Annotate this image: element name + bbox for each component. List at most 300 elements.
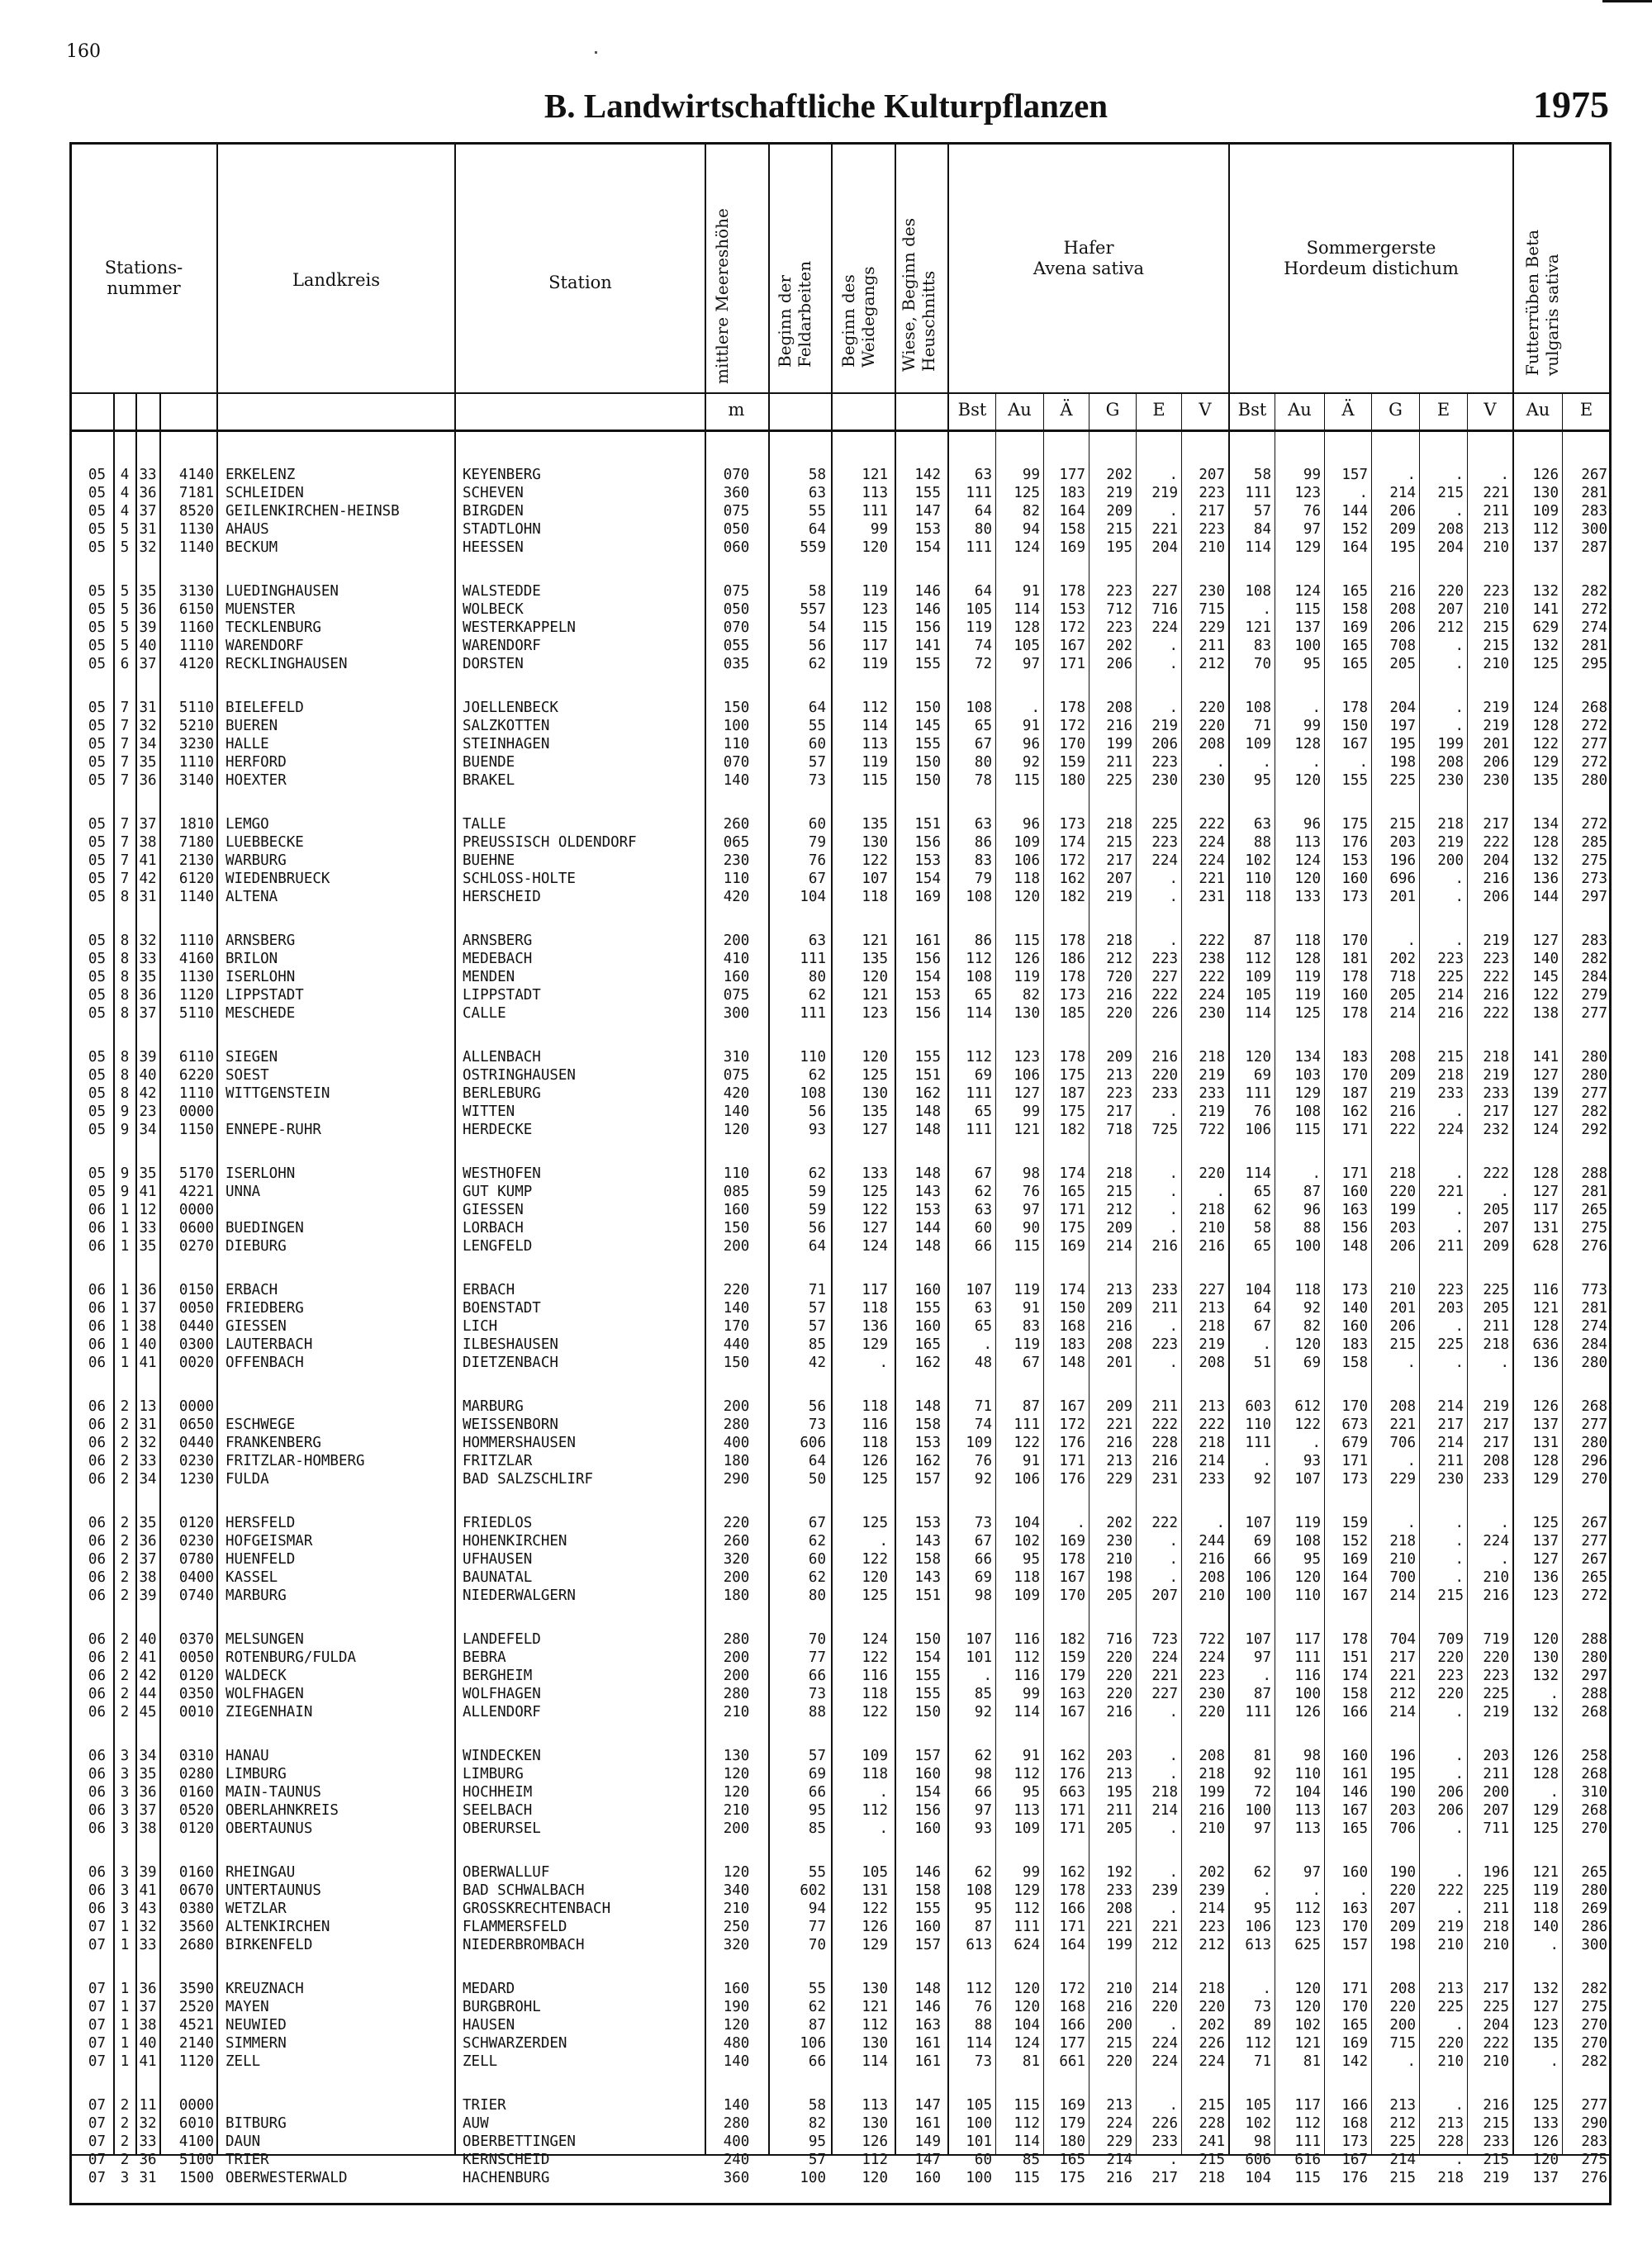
table-cell: 6120 [178, 871, 214, 887]
table-cell: 214 [1389, 2152, 1416, 2168]
table-cell: 87 [1022, 1398, 1040, 1415]
table-cell: 284 [1581, 1336, 1607, 1353]
table-row [0, 2034, 1652, 2053]
table-cell: 120 [862, 539, 888, 556]
table-cell: . [1169, 503, 1178, 520]
table-cell: 99 [1022, 1103, 1040, 1120]
table-cell: 206 [1437, 1784, 1464, 1801]
table-cell: 128 [1532, 1766, 1559, 1782]
table-cell: 150 [1341, 718, 1368, 734]
table-cell: 94 [808, 1901, 826, 1917]
table-cell: 05 [88, 1184, 106, 1200]
table-cell: WETZLAR [225, 1901, 287, 1917]
table-cell: 7 [120, 834, 130, 851]
table-cell: SIEGEN [225, 1049, 278, 1065]
table-cell: 63 [974, 816, 992, 833]
table-cell: 212 [1389, 2115, 1416, 2132]
table-cell: 163 [1341, 1202, 1368, 1218]
table-cell: WESTERKAPPELN [463, 619, 576, 636]
table-row [0, 1747, 1652, 1765]
table-cell: 211 [1483, 1318, 1509, 1335]
table-cell: FLAMMERSFELD [463, 1919, 567, 1935]
table-cell: 239 [1199, 1882, 1225, 1899]
table-cell: 773 [1581, 1282, 1607, 1298]
col-rule [1228, 142, 1230, 2156]
table-cell: 109 [966, 1435, 992, 1451]
table-cell: 210 [1483, 1937, 1509, 1953]
table-cell: 208 [1389, 1398, 1416, 1415]
table-cell: 76 [974, 1453, 992, 1469]
table-cell: 210 [1389, 1551, 1416, 1568]
table-cell: 274 [1581, 619, 1607, 636]
table-cell: 150 [914, 1704, 941, 1720]
table-cell: 160 [914, 1282, 941, 1298]
table-cell: . [1262, 1882, 1271, 1899]
table-row [0, 717, 1652, 735]
table-cell: 195 [1389, 539, 1416, 556]
table-row [0, 1317, 1652, 1336]
table-cell: 34 [139, 1471, 157, 1488]
header-station: Station [548, 273, 612, 292]
table-cell: BUEREN [225, 718, 278, 734]
table-cell: 4 [120, 503, 130, 520]
table-cell: 233 [1151, 2133, 1178, 2150]
table-cell: 170 [1341, 1067, 1368, 1084]
table-cell: 119 [1294, 987, 1321, 1004]
table-cell: 158 [1341, 1355, 1368, 1371]
table-cell: FRITZLAR-HOMBERG [225, 1453, 365, 1469]
table-cell: 240 [723, 2152, 750, 2168]
table-cell: 142 [914, 467, 941, 483]
hafer-col-ae: Ä [1060, 400, 1073, 420]
table-cell: 76 [1303, 503, 1321, 520]
table-cell: 125 [1294, 1005, 1321, 1022]
table-cell: 73 [974, 1515, 992, 1531]
table-cell: 154 [914, 1649, 941, 1666]
table-cell: 8 [120, 889, 130, 905]
table-cell: 125 [1014, 485, 1040, 501]
table-row [0, 1532, 1652, 1550]
table-cell: 273 [1581, 871, 1607, 887]
table-cell: LANDEFELD [463, 1631, 541, 1648]
table-cell: 300 [1581, 521, 1607, 538]
table-cell: 199 [1106, 736, 1132, 752]
table-cell: 209 [1106, 1049, 1132, 1065]
table-cell: 97 [1303, 1864, 1321, 1881]
table-cell: 71 [1253, 718, 1271, 734]
table-cell: 120 [1014, 1981, 1040, 1997]
table-cell: 226 [1151, 1005, 1178, 1022]
table-cell: 97 [1253, 1649, 1271, 1666]
table-cell: TALLE [463, 816, 506, 833]
table-cell: 39 [139, 619, 157, 636]
table-cell: 4521 [178, 2017, 214, 2034]
table-cell: 122 [862, 1551, 888, 1568]
table-cell: BIRKENFELD [225, 1937, 313, 1953]
table-cell: 66 [974, 1238, 992, 1255]
table-cell: 168 [1059, 1318, 1085, 1335]
table-cell: 167 [1341, 736, 1368, 752]
table-cell: 213 [1106, 1067, 1132, 1084]
table-cell: 0000 [178, 1202, 214, 1218]
table-cell: . [1407, 1515, 1416, 1531]
table-cell: 123 [1532, 1587, 1559, 1604]
table-cell: 60 [808, 816, 826, 833]
table-cell: . [1455, 1318, 1464, 1335]
table-cell: 37 [139, 503, 157, 520]
table-cell: 56 [808, 1220, 826, 1236]
table-cell: 62 [808, 1165, 826, 1182]
table-cell: 220 [1151, 1999, 1178, 2015]
table-cell: 151 [914, 816, 941, 833]
table-cell: 210 [1199, 539, 1225, 556]
table-cell: 133 [1294, 889, 1321, 905]
table-cell: DORSTEN [463, 656, 524, 672]
table-cell: 279 [1581, 987, 1607, 1004]
table-cell: 0050 [178, 1649, 214, 1666]
table-cell: 82 [1022, 503, 1040, 520]
table-cell: 64 [1253, 1300, 1271, 1317]
table-cell: 603 [1245, 1398, 1271, 1415]
table-cell: 220 [1199, 1999, 1225, 2015]
table-cell: ARNSBERG [225, 933, 296, 949]
table-cell: 215 [1437, 1049, 1464, 1065]
table-cell: 106 [1014, 1067, 1040, 1084]
table-cell: 85 [974, 1686, 992, 1702]
table-cell: 06 [88, 1668, 106, 1684]
gerste-col-bst: Bst [1237, 400, 1267, 420]
table-cell: 200 [723, 1668, 750, 1684]
table-cell: 282 [1581, 583, 1607, 600]
table-cell: 38 [139, 834, 157, 851]
table-cell: 217 [1437, 1417, 1464, 1433]
table-cell: 202 [1106, 467, 1132, 483]
table-cell: 213 [1483, 521, 1509, 538]
table-cell: 172 [1059, 1417, 1085, 1433]
table-cell: OBERTAUNUS [225, 1820, 313, 1837]
table-cell: 83 [974, 852, 992, 869]
table-cell: 217 [1483, 1435, 1509, 1451]
table-cell: 2130 [178, 852, 214, 869]
table-cell: 108 [966, 969, 992, 985]
table-cell: 158 [914, 1551, 941, 1568]
table-cell: 122 [862, 1704, 888, 1720]
table-cell: 112 [1014, 1766, 1040, 1782]
hafer-col-au: Au [1008, 400, 1032, 420]
table-cell: 129 [1294, 1085, 1321, 1102]
table-cell: 35 [139, 969, 157, 985]
table-cell: 268 [1581, 1704, 1607, 1720]
table-cell: 05 [88, 834, 106, 851]
table-cell: 104 [1245, 2170, 1271, 2186]
page-title: B. Landwirtschaftliche Kulturpflanzen [544, 87, 1108, 125]
table-cell: 104 [1245, 1282, 1271, 1298]
table-cell: 132 [1532, 1704, 1559, 1720]
table-cell: 120 [1294, 871, 1321, 887]
table-cell: . [1455, 503, 1464, 520]
table-cell: 200 [1437, 852, 1464, 869]
table-cell: 223 [1437, 1668, 1464, 1684]
table-cell: 260 [723, 1533, 750, 1550]
table-cell: 106 [1014, 852, 1040, 869]
table-cell: 272 [1581, 718, 1607, 734]
table-cell: 73 [808, 772, 826, 789]
table-cell: 170 [723, 1318, 750, 1335]
table-cell: 225 [1483, 1282, 1509, 1298]
table-cell: 075 [723, 1067, 750, 1084]
table-cell: 222 [1151, 1417, 1178, 1433]
table-cell: . [1455, 871, 1464, 887]
table-cell: 37 [139, 1551, 157, 1568]
table-cell: . [1455, 1533, 1464, 1550]
table-cell: 05 [88, 951, 106, 967]
table-cell: 95 [808, 2133, 826, 2150]
table-cell: NIEDERBROMBACH [463, 1937, 585, 1953]
table-cell: 661 [1059, 2053, 1085, 2070]
table-cell: 3130 [178, 583, 214, 600]
table-cell: 125 [862, 1515, 888, 1531]
table-cell: 31 [139, 889, 157, 905]
table-row [0, 2169, 1652, 2187]
table-cell: 131 [1532, 1435, 1559, 1451]
table-cell: 212 [1437, 619, 1464, 636]
table-cell: 41 [139, 852, 157, 869]
table-cell: 169 [1059, 1533, 1085, 1550]
table-cell: 133 [1532, 2115, 1559, 2132]
table-cell: MAIN-TAUNUS [225, 1784, 321, 1801]
table-cell: 91 [1022, 1453, 1040, 1469]
table-cell: 1 [120, 2017, 130, 2034]
table-cell: 208 [1199, 1355, 1225, 1371]
table-cell: 275 [1581, 1220, 1607, 1236]
table-cell: 173 [1341, 1282, 1368, 1298]
table-cell: 111 [1245, 1085, 1271, 1102]
table-cell: 055 [723, 638, 750, 654]
table-cell: 217 [1106, 1103, 1132, 1120]
table-cell: ZELL [225, 2053, 261, 2070]
table-cell: 40 [139, 1631, 157, 1648]
table-cell: 210 [1483, 601, 1509, 618]
table-cell: 220 [1106, 1668, 1132, 1684]
table-cell: 217 [1483, 816, 1509, 833]
table-cell: 216 [1106, 1318, 1132, 1335]
table-cell: 035 [723, 656, 750, 672]
table-cell: . [1455, 1820, 1464, 1837]
table-cell: 66 [808, 1784, 826, 1801]
table-cell: 135 [862, 816, 888, 833]
table-cell: 103 [1294, 1067, 1321, 1084]
table-cell: ZIEGENHAIN [225, 1704, 313, 1720]
table-row [0, 932, 1652, 950]
table-cell: . [879, 1784, 888, 1801]
table-cell: 340 [723, 1882, 750, 1899]
table-cell: 624 [1014, 1937, 1040, 1953]
table-cell: 73 [808, 1417, 826, 1433]
table-row [0, 1066, 1652, 1084]
table-cell: 79 [974, 871, 992, 887]
table-cell: 55 [808, 503, 826, 520]
table-cell: 148 [914, 1398, 941, 1415]
table-cell: . [1312, 1165, 1321, 1182]
table-cell: 220 [1106, 1005, 1132, 1022]
table-cell: 190 [1389, 1864, 1416, 1881]
table-row [0, 466, 1652, 484]
table-cell: 215 [1389, 2170, 1416, 2186]
table-cell: 120 [1014, 1999, 1040, 2015]
table-row [0, 771, 1652, 790]
table-cell: 5210 [178, 718, 214, 734]
table-cell: 67 [974, 1165, 992, 1182]
table-cell: . [1169, 1820, 1178, 1837]
table-cell: 136 [1532, 871, 1559, 887]
table-cell: 62 [808, 656, 826, 672]
table-cell: 137 [1532, 1533, 1559, 1550]
table-cell: 60 [974, 2152, 992, 2168]
table-cell: . [879, 1533, 888, 1550]
table-cell: 77 [808, 1919, 826, 1935]
table-cell: 112 [862, 1802, 888, 1819]
table-cell: 1 [120, 1981, 130, 1997]
table-cell: 111 [966, 485, 992, 501]
table-cell: 127 [1532, 1551, 1559, 1568]
table-cell: 223 [1106, 583, 1132, 600]
table-cell: 182 [1059, 1122, 1085, 1138]
table-cell: 141 [914, 638, 941, 654]
table-cell: 123 [1532, 2017, 1559, 2034]
table-cell: 606 [1245, 2152, 1271, 2168]
table-cell: 215 [1106, 834, 1132, 851]
table-cell: 72 [1253, 1784, 1271, 1801]
table-cell: 205 [1483, 1202, 1509, 1218]
table-cell: 172 [1059, 619, 1085, 636]
table-cell: 164 [1059, 1937, 1085, 1953]
table-cell: 65 [1253, 1184, 1271, 1200]
table-cell: 178 [1059, 969, 1085, 985]
table-cell: FRIEDLOS [463, 1515, 533, 1531]
table-cell: 219 [1151, 485, 1178, 501]
table-cell: 153 [914, 1515, 941, 1531]
header-hafer-latin: Avena sativa [1032, 259, 1145, 278]
table-cell: 208 [1389, 1049, 1416, 1065]
table-cell: 131 [862, 1882, 888, 1899]
table-cell: 112 [966, 1049, 992, 1065]
table-cell: . [1216, 1515, 1225, 1531]
table-cell: 171 [1341, 1981, 1368, 1997]
table-cell: 134 [1532, 816, 1559, 833]
table-cell: 113 [862, 736, 888, 752]
table-cell: 211 [1437, 1453, 1464, 1469]
table-cell: 168 [1059, 1999, 1085, 2015]
table-cell: OSTRINGHAUSEN [463, 1067, 576, 1084]
table-cell: . [1169, 1704, 1178, 1720]
table-cell: 160 [1341, 1184, 1368, 1200]
table-cell: . [1407, 933, 1416, 949]
table-cell: . [1169, 2017, 1178, 2034]
table-cell: 115 [862, 772, 888, 789]
table-cell: 173 [1341, 1471, 1368, 1488]
table-cell: 102 [1245, 2115, 1271, 2132]
table-cell: 700 [1389, 1569, 1416, 1586]
table-cell: 107 [966, 1631, 992, 1648]
table-cell: 225 [1483, 1999, 1509, 2015]
page-year: 1975 [1533, 83, 1609, 126]
table-cell: . [1169, 1165, 1178, 1182]
table-cell: 0440 [178, 1318, 214, 1335]
table-cell: 2 [120, 1649, 130, 1666]
table-cell: 114 [1245, 1165, 1271, 1182]
table-cell: 186 [1059, 951, 1085, 967]
table-cell: 217 [1106, 852, 1132, 869]
table-cell: 56 [808, 1398, 826, 1415]
table-cell: 219 [1483, 1398, 1509, 1415]
table-cell: 58 [808, 583, 826, 600]
unit-m: m [728, 400, 745, 420]
table-cell: 05 [88, 1049, 106, 1065]
gerste-col-v: V [1483, 400, 1497, 420]
table-cell: 211 [1437, 1238, 1464, 1255]
table-cell: 63 [1253, 816, 1271, 833]
table-cell: 270 [1581, 1820, 1607, 1837]
table-cell: 115 [1294, 2170, 1321, 2186]
table-cell: 05 [88, 467, 106, 483]
table-cell: 207 [1437, 601, 1464, 618]
table-cell: 140 [1532, 951, 1559, 967]
table-cell: 169 [914, 889, 941, 905]
table-cell: . [1169, 1748, 1178, 1764]
table-cell: 282 [1581, 2053, 1607, 2070]
table-cell: 58 [808, 2097, 826, 2114]
table-row [0, 1882, 1652, 1900]
table-cell: 5110 [178, 700, 214, 716]
table-cell: 57 [808, 1748, 826, 1764]
table-cell: 218 [1106, 1165, 1132, 1182]
table-cell: 200 [723, 1820, 750, 1837]
table-cell: 1 [120, 1220, 130, 1236]
table-cell: ALLENDORF [463, 1704, 541, 1720]
table-cell: 07 [88, 2152, 106, 2168]
table-cell: 1 [120, 1999, 130, 2015]
table-cell: OBERWALLUF [463, 1864, 550, 1881]
table-cell: 207 [1106, 871, 1132, 887]
table-cell: 74 [974, 638, 992, 654]
table-cell: 7 [120, 772, 130, 789]
table-cell: 155 [914, 1901, 941, 1917]
table-cell: 128 [1294, 736, 1321, 752]
table-cell: 221 [1106, 1919, 1132, 1935]
table-cell: 1140 [178, 539, 214, 556]
table-cell: 1 [120, 1318, 130, 1335]
table-cell: 1230 [178, 1471, 214, 1488]
table-cell: HALLE [225, 736, 269, 752]
table-cell: 79 [808, 834, 826, 851]
table-cell: 104 [800, 889, 826, 905]
table-cell: HERSCHEID [463, 889, 541, 905]
table-cell: 200 [723, 933, 750, 949]
table-cell: 229 [1106, 1471, 1132, 1488]
table-cell: 130 [862, 1085, 888, 1102]
table-cell: . [1455, 1220, 1464, 1236]
table-cell: 217 [1483, 1981, 1509, 1997]
table-cell: 440 [723, 1336, 750, 1353]
gerste-col-g: G [1389, 400, 1403, 420]
table-cell: 06 [88, 1748, 106, 1764]
table-cell: 187 [1059, 1085, 1085, 1102]
table-cell: 233 [1199, 1085, 1225, 1102]
table-cell: 110 [723, 736, 750, 752]
table-cell: 155 [1341, 772, 1368, 789]
table-cell: 129 [1532, 754, 1559, 771]
table-cell: 210 [1483, 1569, 1509, 1586]
